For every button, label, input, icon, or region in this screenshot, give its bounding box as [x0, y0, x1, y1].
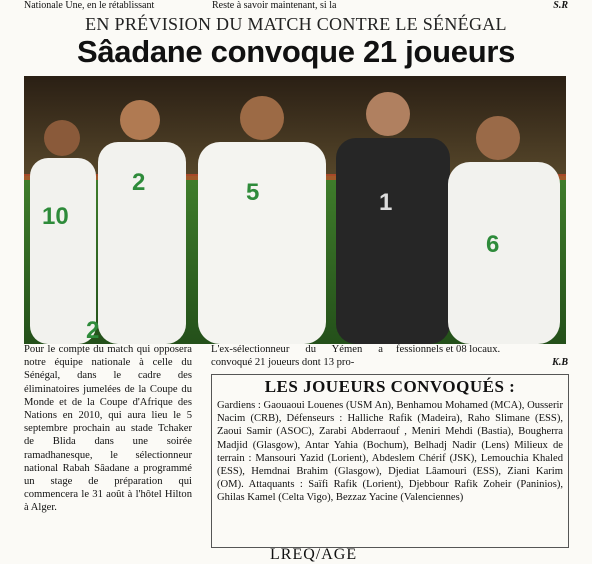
article-kicker: EN PRÉVISION DU MATCH CONTRE LE SÉNÉGAL [85, 14, 507, 34]
jersey-number: 1 [379, 189, 393, 216]
team-photo [24, 76, 566, 344]
jersey-number: 10 [42, 203, 69, 230]
team-photo-illustration [24, 76, 566, 344]
article-headline: Sâadane convoque 21 joueurs [76, 34, 516, 69]
article-column-2: L'ex-sélectionneur du Yémen a convoqué 21 joueurs dont 13 pro- [211, 344, 383, 369]
jersey-number: 6 [486, 231, 500, 258]
players-list-body: Gardiens : Gaouaoui Louenes (USM An), Benhamou Mohamed (MCA), Ousserir Nacim (CRB), Défenseurs : Halliche Rafik (Madeira), Raho Slimane (ESS), Zaoui Samir (ASOC), Zarabi Abderraouf , Meniri Mehdi (Bastia), Bougherra Madjid (Glasgow), Antar Yahia (Bochum), Belhadj Nadir (Lens) Milieux de terrain : Mansouri Yazid (Lorient), Abdeslem Chérif (JSK), Lemouchia Khaled (ESS), Hemdnai Brahim (Glasgow), Djediat Lâamouri (ESS), Ziani Karim (OM). Attaquants : Saïfi Rafik (Lorient), Djebbour Rafik Zoheir (Paninios), Ghilas Kamel (Celta Vigo), Bezzaz Yacine (Valenciennes) [217, 400, 563, 504]
article-column-3: fessionnels et 08 locaux. [396, 344, 501, 355]
previous-article-signature: S.R [553, 0, 568, 11]
jersey-number: 5 [246, 179, 260, 206]
previous-article-snippet-2: Reste à savoir maintenant, si la [212, 0, 337, 11]
top-continuation-line [0, 0, 592, 12]
jersey-number: 2 [86, 317, 100, 344]
players-list-box [211, 374, 569, 548]
photo-credit: K.B [552, 357, 568, 368]
article-column-1: Pour le compte du match qui opposera notre équipe nationale à celle du Sénégal, dans le cadre des éliminatoires jumelées de la Coupe du Monde et de la Coupe d'Afrique des Nations en 2010, qui aura lieu le 5 septembre prochain au stade Tchaker de Blida dans une soirée ramadhanesque, le sélectionneur national Rabah Sâadane a programmé un stage de préparation qui commencera le 31 août à l'hôtel Hilton à Alger. [24, 344, 192, 514]
jersey-number: 2 [132, 169, 146, 196]
footer-heading-fragment: LREQ/AGE [270, 546, 358, 563]
previous-article-snippet: Nationale Une, en le rétablissant [24, 0, 155, 11]
players-list-title: LES JOUEURS CONVOQUÉS : [264, 377, 516, 396]
